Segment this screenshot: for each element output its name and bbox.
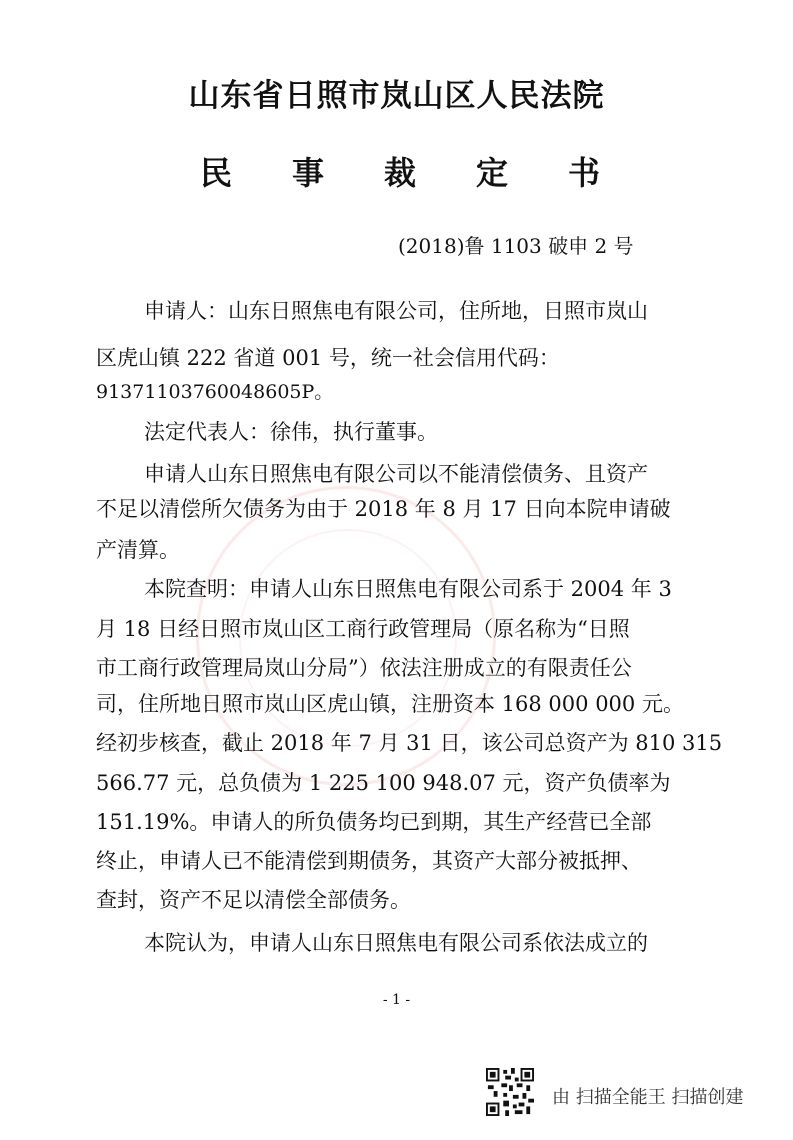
body-line-credit-code: 91371103760048605P。 bbox=[96, 381, 334, 403]
body-line-paragraph: 申请人山东日照焦电有限公司以不能清偿债务、且资产 bbox=[144, 462, 648, 486]
case-number: (2018)鲁 1103 破申 2 号 bbox=[398, 234, 634, 258]
doc-type-char: 定 bbox=[475, 154, 508, 192]
doc-type-char: 裁 bbox=[383, 154, 416, 192]
scan-watermark-text: 由 扫描全能王 扫描创建 bbox=[552, 1087, 744, 1108]
doc-type-char: 民 bbox=[200, 154, 233, 192]
body-line-paragraph: 终止，申请人已不能清偿到期债务，其资产大部分被抵押、 bbox=[96, 849, 642, 873]
body-line-paragraph: 司，住所地日照市岚山区虎山镇，注册资本 168 000 000 元。 bbox=[96, 692, 684, 716]
body-line-paragraph: 151.19%。申请人的所负债务均已到期，其生产经营已全部 bbox=[96, 810, 652, 834]
body-line-applicant: 申请人：山东日照焦电有限公司，住所地，日照市岚山 bbox=[144, 299, 648, 323]
qr-code-icon bbox=[486, 1068, 534, 1116]
court-name-title: 山东省日照市岚山区人民法院 bbox=[188, 78, 605, 114]
body-line-paragraph: 查封，资产不足以清偿全部债务。 bbox=[96, 888, 411, 912]
body-line-paragraph: 产清算。 bbox=[96, 538, 180, 562]
body-line-address: 区虎山镇 222 省道 001 号，统一社会信用代码： bbox=[96, 346, 560, 370]
body-line-paragraph: 本院查明：申请人山东日照焦电有限公司系于 2004 年 3 bbox=[144, 577, 672, 601]
body-line-paragraph: 市工商行政管理局岚山分局”）依法注册成立的有限责任公 bbox=[96, 656, 632, 680]
body-line-paragraph: 月 18 日经日照市岚山区工商行政管理局（原名称为“日照 bbox=[96, 617, 630, 641]
document-type-title bbox=[200, 148, 600, 194]
body-line-paragraph: 本院认为，申请人山东日照焦电有限公司系依法成立的 bbox=[144, 931, 648, 955]
body-line-paragraph: 经初步核查，截止 2018 年 7 月 31 日，该公司总资产为 810 315 bbox=[96, 731, 723, 755]
body-line-paragraph: 566.77 元，总负债为 1 225 100 948.07 元，资产负债率为 bbox=[96, 771, 671, 795]
page-number: - 1 - bbox=[382, 992, 411, 1008]
doc-type-char: 事 bbox=[291, 154, 324, 192]
body-line-legal-rep: 法定代表人：徐伟，执行董事。 bbox=[144, 420, 438, 444]
body-line-paragraph: 不足以清偿所欠债务为由于 2018 年 8 月 17 日向本院申请破 bbox=[96, 497, 671, 521]
doc-type-char: 书 bbox=[567, 154, 600, 192]
